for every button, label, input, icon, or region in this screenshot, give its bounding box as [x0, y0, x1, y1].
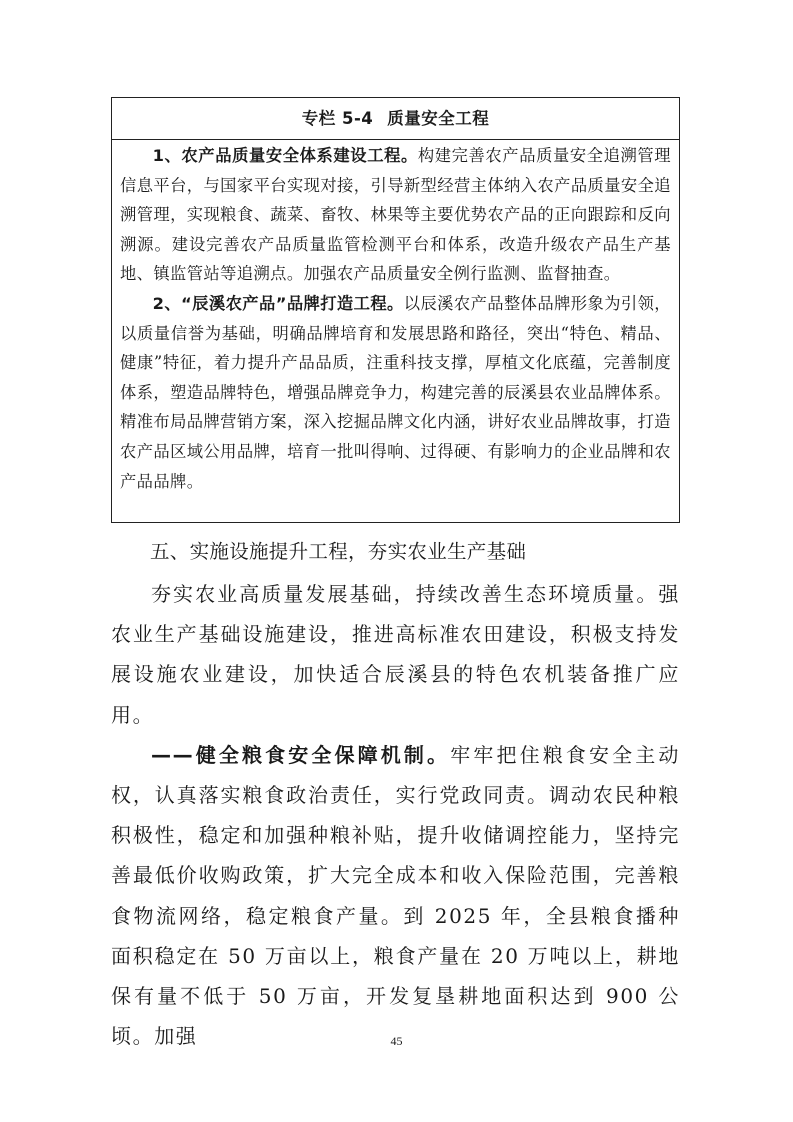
project-label: 2、“辰溪农产品”品牌打造工程。: [152, 293, 404, 313]
project-item-quality-system: [120, 141, 671, 289]
project-label: 1、农产品质量安全体系建设工程。: [152, 146, 418, 165]
section-heading: 五、实施设施提升工程，夯实农业生产基础: [150, 540, 527, 563]
project-item-brand: [120, 289, 671, 496]
grain-security-paragraph: [111, 735, 680, 1057]
special-column-body: [112, 140, 679, 496]
special-column-name: 质量安全工程: [387, 109, 490, 128]
special-column-title: [112, 98, 679, 140]
section-intro-paragraph: 夯实农业高质量发展基础，持续改善生态环境质量。强农业生产基础设施建设，推进高标准农田建设，积极支持发展设施农业建设，加快适合辰溪县的特色农机装备推广应用。: [111, 582, 680, 727]
special-column-number: 专栏 5-4: [301, 109, 374, 128]
project-description: 以辰溪农产品整体品牌形象为引领，以质量信誉为基础，明确品牌培育和发展思路和路径，突出“特色、精品、健康”特征，着力提升产品品质，注重科技支撑，厚植文化底蕴，完善制度体系，塑造品牌特色，增强品牌竞争力，构建完善的辰溪县农业品牌体系。精准布局品牌营销方案，深入挖掘品牌文化内涵，讲好农业品牌故事，打造农产品区域公用品牌，培育一批叫得响、过得硬、有影响力的企业品牌和农产品品牌。: [120, 293, 671, 491]
special-column-box: [111, 97, 680, 523]
page-number: 45: [390, 1034, 403, 1048]
section-body: [111, 574, 680, 1056]
project-description: 构建完善农产品质量安全追溯管理信息平台，与国家平台实现对接，引导新型经营主体纳入农产品质量安全追溯管理，实现粮食、蔬菜、畜牧、林果等主要优势农产品的正向跟踪和反向溯源。建设完善农产品质量监管检测平台和体系，改造升级农产品生产基地、镇监管站等追溯点。加强农产品质量安全例行监测、监督抽查。: [120, 146, 671, 284]
paragraph-text: 牢牢把住粮食安全主动权，认真落实粮食政治责任，实行党政同责。调动农民种粮积极性，稳定和加强种粮补贴，提升收储调控能力，坚持完善最低价收购政策，扩大完全成本和收入保险范围，完善粮食物流网络，稳定粮食产量。到 2025 年，全县粮食播种面积稳定在 50 万亩以上，粮食产量在 20 万吨以上，耕地保有量不低于 50 万亩，开发复垦耕地面积达到 900 公顷。加强: [111, 742, 680, 1049]
paragraph-lead-label: ——健全粮食安全保障机制。: [151, 742, 451, 767]
